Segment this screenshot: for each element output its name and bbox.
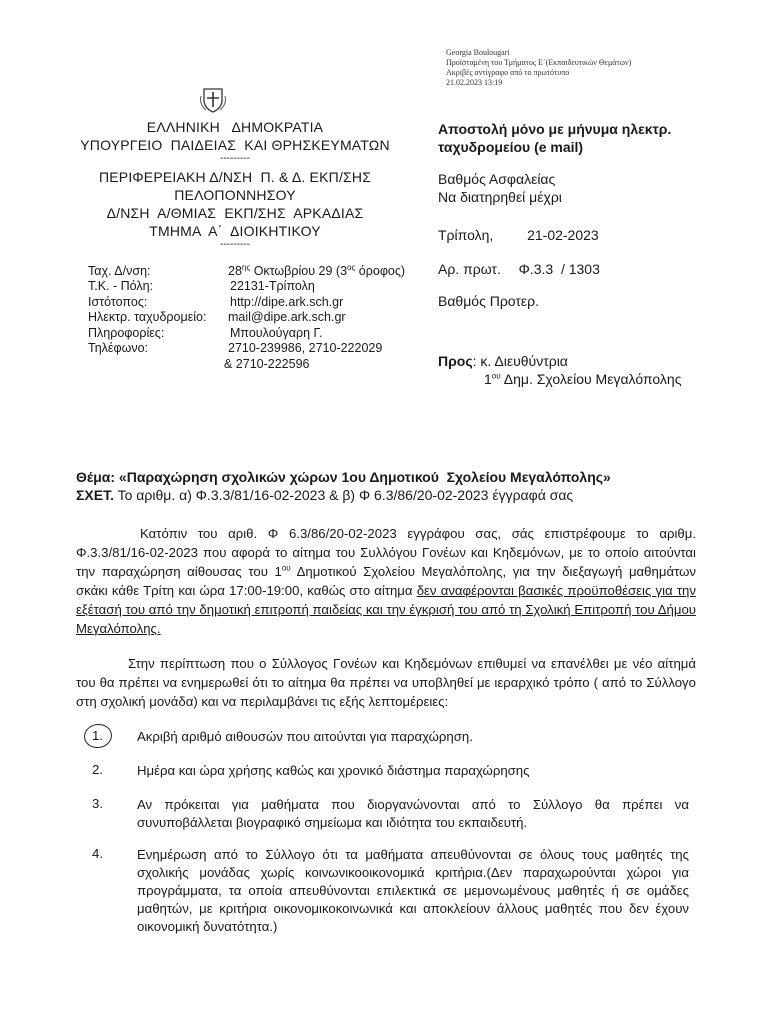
subject-label: Θέμα: xyxy=(76,469,116,485)
address-label: Ταχ. Δ/νση: xyxy=(88,264,151,278)
digital-signature xyxy=(446,48,631,88)
email-label: Ηλεκτρ. ταχυδρομείο: xyxy=(88,310,207,324)
list-item-number: 4. xyxy=(92,846,103,861)
to-label: Προς xyxy=(438,353,473,369)
recipient xyxy=(438,352,681,388)
header-department: ΤΜΗΜΑ Α΄ ΔΙΟΙΚΗΤΙΚΟΥ xyxy=(149,223,321,239)
contact-label: Πληροφορίες: xyxy=(88,326,165,340)
subject-text: «Παραχώρηση σχολικών χώρων 1ου Δημοτικού Σχολείου Μεγαλόπολης» xyxy=(115,469,611,485)
keep-until: Να διατηρηθεί μέχρι xyxy=(438,189,562,205)
list-item: Ημέρα και ώρα χρήσης καθώς και χρονικό διάστημα παραχώρησης xyxy=(137,763,530,778)
ref-label: ΣΧΕΤ. xyxy=(76,487,114,503)
subject xyxy=(76,468,696,504)
header-ministry: ΥΠΟΥΡΓΕΙΟ ΠΑΙΔΕΙΑΣ ΚΑΙ ΘΡΗΣΚΕΥΜΑΤΩΝ xyxy=(80,137,390,153)
list-item-number: 3. xyxy=(92,796,103,811)
postal-label: Τ.Κ. - Πόλη: xyxy=(88,279,154,293)
address-value: $28^{\eta\varsigma}$ Οκτωβρίου 29 ($3^{o\varsigma}$ όροφος) xyxy=(228,262,406,278)
to-name: : κ. Διευθύντρια xyxy=(472,353,568,369)
security-block xyxy=(438,170,562,206)
signature-note: Ακριβές αντίγραφο από το πρωτότυπο xyxy=(446,68,570,77)
priority: Βαθμός Προτερ. xyxy=(438,293,539,309)
date-line xyxy=(438,226,599,244)
paragraph-1: Κατόπιν του αριθ. Φ 6.3/86/20-02-2023 εγγράφου σας, σάς επιστρέφουμε το αριθμ. Φ.3.3/81/16-02-2023 που αφορά το αίτημα του Συλλόγου Γονέων και Κηδεμόνων, με το οποίο αιτούνται την παραχώρηση αίθουσας του $1^{o\upsilon}$ Δημοτικού Σχολείου Μεγαλόπολης, για την διεξαγωγή μαθημάτων σκάκι κάθε Τρίτη και ώρα 17:00-19:00, καθώς στο αίτημα δεν αναφέρονται βασικές προϋποθέσεις για την εξέτασή του από την δημοτική επιτροπή παιδείας και την έγκρισή του από τη Σχολική Επιτροπή του Δήμου Μεγαλόπολης. xyxy=(76,526,696,636)
send-method xyxy=(438,120,671,156)
protocol-label: Αρ. πρωτ. xyxy=(438,261,501,277)
send-method-line2: ταχυδρομείου (e mail) xyxy=(438,139,584,155)
list-item-number: 2. xyxy=(92,762,103,777)
phone-value-2: & 2710-222596 xyxy=(224,357,310,371)
signature-name: Georgia Boulougari xyxy=(446,48,510,57)
paragraph-2: Στην περίπτωση που ο Σύλλογος Γονέων και Κηδεμόνων επιθυμεί να επανέλθει με νέο αίτημά του θα πρέπει να ενημερωθεί ότι το αίτημα θα πρέπει να υποβληθεί με ιεραρχικό τρόπο ( από το Σύλλογο στη σχολική μονάδα) και να περιλαμβάνει τις εξής λεπτομέρειες: xyxy=(76,656,696,709)
signature-role: Προϊσταμένη του Τμήματος Ε΄(Εκπαιδευτικών Θεμάτων) xyxy=(446,58,632,67)
protocol-number: Φ.3.3 / 1303 xyxy=(518,261,600,277)
document-date: 21-02-2023 xyxy=(527,227,599,243)
list-item: Ενημέρωση από το Σύλλογο ότι τα μαθήματα απευθύνονται σε όλους τους μαθητές της σχολικής μονάδας χωρίς κοινωνικοοικονομικά κριτήρια.(Δεν παραχωρούνται χώροι για προγράμματα, τα οποία απευθύνονται επιλεκτικά σε μεμονωμένους μαθητές ή σε ομάδες μαθητών, με κριτήρια οικονομικοκοινωνικά και αποκλείουν άλλους μαθητές που δεν έχουν οικονομική δυνατότητα.) xyxy=(137,847,689,934)
security-level: Βαθμός Ασφαλείας xyxy=(438,171,556,187)
website-link[interactable]: http://dipe.ark.sch.gr xyxy=(230,295,344,309)
ref-text: Το αριθμ. α) Φ.3.3/81/16-02-2023 & β) Φ 6.3/86/20-02-2023 έγγραφά σας xyxy=(113,487,574,503)
header-region: ΠΕΡΙΦΕΡΕΙΑΚΗ Δ/ΝΣΗ Π. & Δ. ΕΚΠ/ΣΗΣ xyxy=(98,169,372,185)
postal-value: 22131-Τρίπολη xyxy=(230,279,315,293)
contact-value: Μπουλούγαρη Γ. xyxy=(230,326,323,340)
phone-label: Τηλέφωνο: xyxy=(88,341,149,355)
list-item: Ακριβή αριθμό αιθουσών που αιτούνται για παραχώρηση. xyxy=(137,729,473,744)
signature-datetime: 21.02.2023 13:19 xyxy=(446,78,503,87)
list-item-number: 1. xyxy=(92,728,103,743)
protocol-line xyxy=(438,260,600,278)
missing-conditions-text: δεν αναφέρονται βασικές προϋποθέσεις για την εξέτασή του από την δημοτική επιτροπή παιδείας και την έγκρισή του από τη Σχολική Επιτροπή του Δήμου Μεγαλόπολης. xyxy=(76,583,696,636)
greek-coat-of-arms-icon xyxy=(198,86,228,114)
list-item: Αν πρόκειται για μαθήματα που διοργανώνονται από το Σύλλογο θα πρέπει να συνυποβάλλεται βιογραφικό σημείωμα και ιδιότητα του εκπαιδευτή. xyxy=(137,797,689,830)
ministry-header xyxy=(70,118,400,250)
email-link[interactable]: mail@dipe.ark.sch.gr xyxy=(228,310,346,324)
contact-info xyxy=(88,264,428,374)
header-directorate: Δ/ΝΣΗ Α/ΘΜΙΑΣ ΕΚΠ/ΣΗΣ ΑΡΚΑΔΙΑΣ xyxy=(106,205,364,221)
send-method-line1: Αποστολή μόνο με μήνυμα ηλεκτρ. xyxy=(438,121,672,137)
header-peloponnese: ΠΕΛΟΠΟΝΝΗΣΟΥ xyxy=(174,187,296,203)
header-separator-2: --------- xyxy=(220,239,250,250)
city: Τρίπολη, xyxy=(438,227,494,243)
header-separator: --------- xyxy=(220,153,250,164)
website-label: Ιστότοπος: xyxy=(88,295,148,309)
to-school: $1^{o\upsilon}$ Δημ. Σχολείου Μεγαλόπολης xyxy=(484,371,682,387)
phone-value: 2710-239986, 2710-222029 xyxy=(228,341,383,355)
header-republic: ΕΛΛΗΝΙΚΗ ΔΗΜΟΚΡΑΤΙΑ xyxy=(146,119,324,135)
